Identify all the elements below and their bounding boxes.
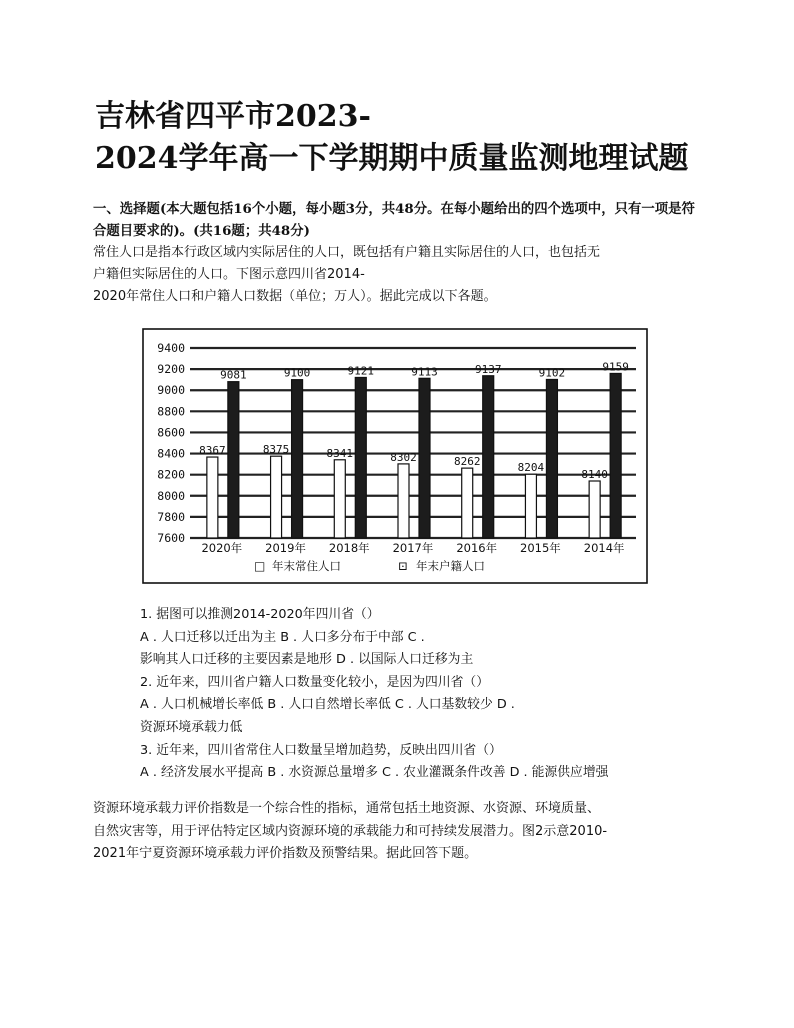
question-2-options-b: 资源环境承载力低 [140,719,243,735]
y-tick-label: 9000 [157,383,185,398]
legend-resident-symbol: □ [254,559,266,573]
title-line-1: 吉林省四平市2023- [95,99,371,134]
intro-line-2: 户籍但实际居住的人口。下图示意四川省2014- [93,267,365,282]
data-labels-layer [199,360,629,481]
x-category-label: 2018年 [328,541,370,555]
y-tick-label: 8000 [157,488,185,503]
x-category-label: 2014年 [583,541,625,555]
y-tick-label: 8400 [157,446,185,461]
bar-resident [462,468,473,538]
bar-registered [355,377,366,538]
bar-registered [228,382,239,538]
question-block [140,604,710,785]
outro-line-3: 2021年宁夏资源环境承载力评价指数及预警结果。据此回答下题。 [93,846,478,861]
y-tick-label: 9400 [157,341,185,355]
data-label-resident: 8375 [262,443,290,457]
bar-registered [292,380,303,538]
intro-line-3: 2020年常住人口和户籍人口数据（单位；万人）。据此完成以下各题。 [93,289,497,304]
outro-line-1: 资源环境承载力评价指数是一个综合性的指标，通常包括土地资源、水资源、环境质量、 [93,801,601,816]
bar-registered [610,373,621,538]
data-label-resident: 8140 [581,468,608,481]
bar-resident [589,481,600,538]
intro-line-1: 常住人口是指本行政区域内实际居住的人口，既包括有户籍且实际居住的人口，也包括无 [93,245,601,260]
bar-registered [419,378,430,538]
bar-resident [525,474,536,538]
y-tick-label: 8600 [157,425,185,440]
bar-resident [207,457,218,538]
population-bar-chart [142,328,648,584]
question-3: 3. 近年来，四川省常住人口数量呈增加趋势，反映出四川省（） [140,742,502,758]
data-label-resident: 8341 [326,446,354,460]
x-category-label: 2019年 [265,541,306,555]
x-category-label: 2020年 [201,541,243,555]
y-tick-label: 8800 [157,404,185,419]
question-1-options-b: 影响其人口迁移的主要因素是地形 D . 以国际人口迁移为主 [140,652,474,668]
data-label-registered: 9081 [220,368,247,382]
bar-registered [546,379,557,538]
document-title [95,96,735,180]
legend [254,559,485,573]
question-2-options-a: A . 人口机械增长率低 B . 人口自然增长率低 C . 人口基数较少 D . [140,697,515,713]
question-3-options: A . 经济发展水平提高 B . 水资源总量增多 C . 农业灌溉条件改善 D . 能源供应增强 [140,765,609,781]
question-1-options-a: A . 人口迁移以迁出为主 B . 人口多分布于中部 C . [140,629,425,645]
bar-resident [271,456,282,538]
bar-resident [398,464,409,538]
legend-resident-label: 年末常住人口 [272,559,341,573]
data-label-resident: 8367 [199,444,226,458]
y-axis-ticks [157,341,185,545]
data-label-registered: 9159 [602,360,629,374]
outro-line-2: 自然灾害等，用于评估特定区域内资源环境的承载能力和可持续发展潜力。图2示意2010- [93,823,608,839]
bar-resident [334,460,345,538]
legend-registered-symbol: ⊡ [398,559,409,573]
data-label-registered: 9137 [474,362,502,376]
data-label-registered: 9113 [411,365,438,379]
y-tick-label: 8200 [157,467,185,482]
data-label-resident: 8302 [390,450,417,464]
x-category-label: 2015年 [520,541,561,555]
x-category-label: 2017年 [392,541,434,555]
title-line-2: 2024学年高一下学期期中质量监测地理试题 [95,141,689,176]
question-1: 1. 据图可以推测2014-2020年四川省（） [140,607,380,622]
x-category-label: 2016年 [456,541,498,555]
data-label-registered: 9102 [538,366,566,380]
section-heading: 一、选择题(本大题包括16个小题，每小题3分，共48分。在每小题给出的四个选项中，只有一项是符合题目要求的)。(共16题；共48分) [93,201,695,239]
data-label-registered: 9121 [347,364,375,378]
y-tick-label: 9200 [157,362,185,377]
bar-registered [483,376,494,538]
legend-registered-label: 年末户籍人口 [416,559,485,573]
data-label-registered: 9100 [283,366,311,380]
data-label-resident: 8262 [453,455,481,469]
outro-paragraph [93,798,705,866]
intro-paragraph [93,242,705,308]
y-tick-label: 7600 [157,531,185,545]
y-tick-label: 7800 [157,509,185,524]
question-2: 2. 近年来，四川省户籍人口数量变化较小，是因为四川省（） [140,674,489,690]
x-axis-categories [201,541,625,555]
data-label-resident: 8204 [517,461,545,475]
